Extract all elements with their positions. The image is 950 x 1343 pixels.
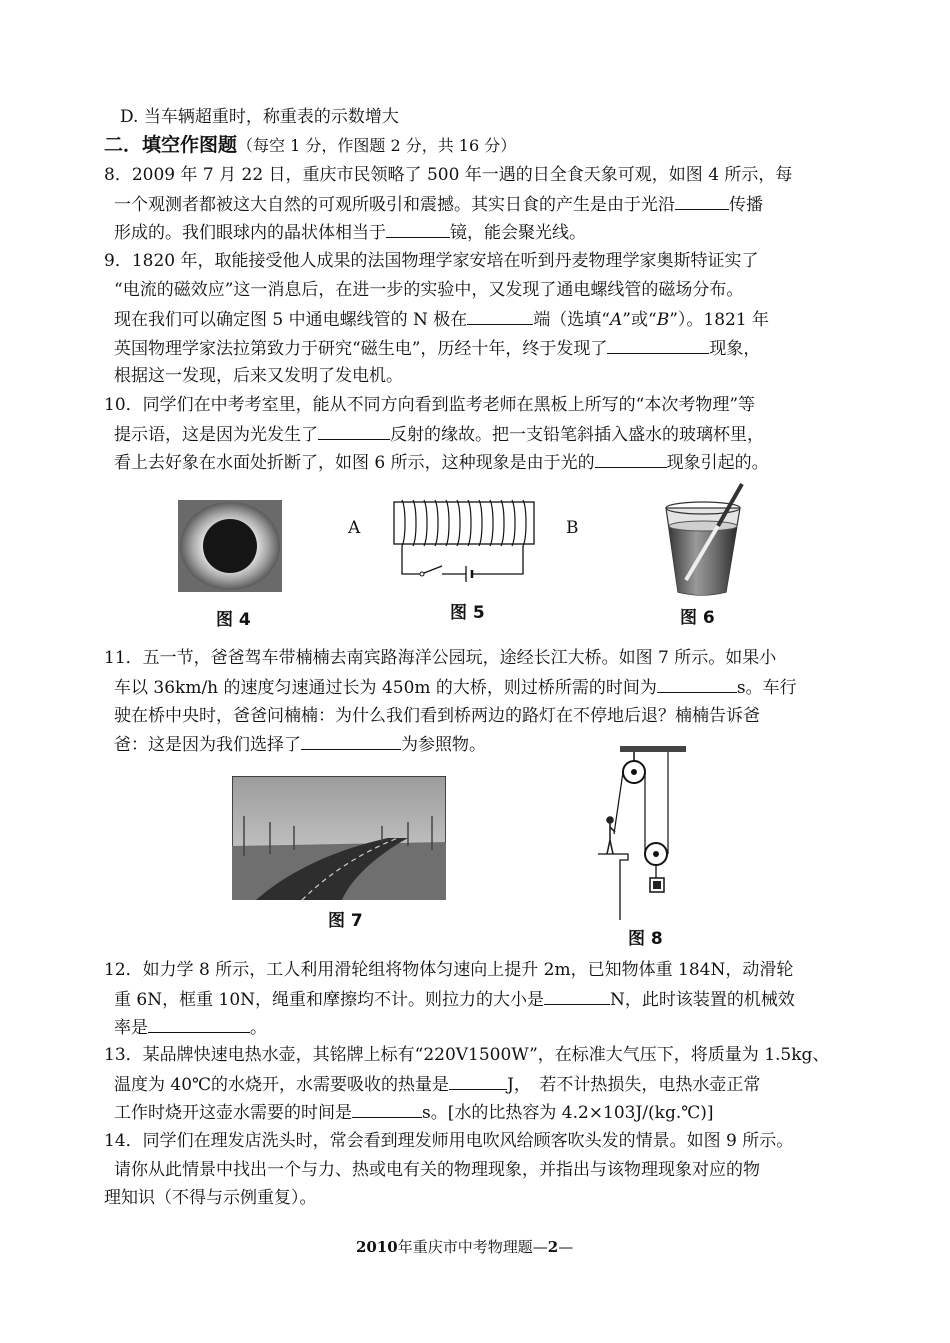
q8-text: 一个观测者都被这大自然的可观所吸引和震撼。其实日食的产生是由于光沿 bbox=[114, 195, 675, 215]
q12-blank-2[interactable] bbox=[148, 1017, 250, 1033]
pulley-ceiling bbox=[620, 746, 686, 752]
q9-text: ”）。1821 年 bbox=[669, 310, 770, 330]
q9-text: 英国物理学家法拉第致力于研究“磁生电”，历经十年，终于发现了 bbox=[114, 339, 608, 359]
q10-text: 反射的缘故。把一支铅笔斜插入盛水的玻璃杯里， bbox=[390, 425, 764, 445]
q8-line2 bbox=[114, 194, 763, 215]
figure-8-caption: 图 8 bbox=[628, 929, 663, 949]
q9-line1: 9．1820 年，取能接受他人成果的法国物理学家安培在听到丹麦物理学家奥斯特证实了 bbox=[104, 251, 759, 271]
q9-line5: 根据这一发现，后来又发明了发电机。 bbox=[114, 366, 403, 386]
q9-line3 bbox=[114, 309, 769, 330]
q8-text: 镜，能会聚光线。 bbox=[450, 223, 586, 243]
figure-8-pulley bbox=[596, 744, 686, 920]
q9-option-b: B bbox=[656, 310, 670, 330]
q14-line1: 14．同学们在理发店洗头时，常会看到理发师用电吹风给顾客吹头发的情景。如图 9 所示。 bbox=[104, 1131, 794, 1151]
q10-text: 看上去好象在水面处折断了，如图 6 所示，这种现象是由于光的 bbox=[114, 453, 595, 473]
q13-line2 bbox=[114, 1074, 760, 1095]
q11-text: 爸：这是因为我们选择了 bbox=[114, 735, 301, 755]
figure-5-label-b: B bbox=[566, 518, 579, 538]
q12-line2 bbox=[114, 989, 795, 1010]
figure-7-caption: 图 7 bbox=[328, 911, 363, 931]
q13-text: 工作时烧开这壶水需要的时间是 bbox=[114, 1103, 352, 1123]
worker-figure bbox=[607, 817, 615, 854]
figure-5-solenoid bbox=[380, 496, 550, 586]
footer-year: 2010 bbox=[356, 1238, 398, 1256]
q8-text: 传播 bbox=[729, 195, 763, 215]
q14-line2: 请你从此情景中找出一个与力、热或电有关的物理现象，并指出与该物理现象对应的物 bbox=[114, 1160, 760, 1180]
figure-4-eclipse bbox=[178, 500, 282, 592]
glass-water bbox=[669, 526, 737, 595]
q9-blank-2[interactable] bbox=[607, 338, 709, 354]
q9-text: ”或“ bbox=[622, 310, 657, 330]
figure-5-caption: 图 5 bbox=[450, 603, 485, 623]
figure-5-label-a: A bbox=[348, 518, 361, 538]
q11-line3: 驶在桥中央时，爸爸问楠楠：为什么我们看到桥两边的路灯在不停地后退？楠楠告诉爸 bbox=[114, 706, 760, 726]
figure-4-caption: 图 4 bbox=[216, 610, 251, 630]
q11-text: 车以 36km/h 的速度匀速通过长为 450m 的大桥，则过桥所需的时间为 bbox=[114, 678, 657, 698]
q11-line2 bbox=[114, 677, 797, 698]
q8-blank-2[interactable] bbox=[386, 222, 450, 238]
q10-line2 bbox=[114, 424, 764, 445]
q12-line3 bbox=[114, 1017, 267, 1038]
q10-blank-2[interactable] bbox=[595, 452, 667, 468]
movable-pulley-axle bbox=[653, 851, 659, 857]
q13-text: J， 若不计热损失，电热水壶正常 bbox=[507, 1075, 761, 1095]
footer-page-number: 2 bbox=[547, 1238, 559, 1256]
q10-line3 bbox=[114, 452, 769, 473]
q11-line4 bbox=[114, 734, 486, 755]
q12-text: 。 bbox=[250, 1018, 267, 1038]
q12-text: N，此时该装置的机械效 bbox=[610, 990, 795, 1010]
q9-text: 现象， bbox=[709, 339, 761, 359]
q13-line1: 13．某品牌快速电热水壶，其铭牌上标有“220V1500W”，在标准大气压下，将质量为 1.5kg、 bbox=[104, 1045, 830, 1065]
q9-line2: “电流的磁效应”这一消息后，在进一步的实验中，又发现了通电螺线管的磁场分布。 bbox=[114, 280, 744, 300]
footer-tail: — bbox=[558, 1238, 574, 1256]
q11-blank-1[interactable] bbox=[657, 677, 737, 693]
switch-contact bbox=[420, 572, 424, 576]
q8-blank-1[interactable] bbox=[675, 194, 729, 210]
load-block-inner bbox=[653, 881, 661, 889]
q13-text: s。[水的比热容为 4.2×103J/(kg.℃)] bbox=[422, 1103, 714, 1123]
footer-text: 年重庆市中考物理题— bbox=[397, 1238, 548, 1256]
section-note: （每空 1 分，作图题 2 分，共 16 分） bbox=[237, 136, 517, 155]
q10-text: 现象引起的。 bbox=[666, 453, 769, 473]
q8-line3 bbox=[114, 222, 586, 243]
q11-blank-2[interactable] bbox=[301, 734, 401, 750]
q14-line3: 理知识（不得与示例重复）。 bbox=[104, 1188, 317, 1208]
q11-text: s。车行 bbox=[736, 678, 797, 698]
fixed-pulley-axle bbox=[631, 769, 637, 775]
switch-lever bbox=[424, 566, 442, 573]
q13-blank-1[interactable] bbox=[449, 1074, 507, 1090]
section-title: 二．填空作图题 bbox=[104, 134, 238, 156]
worker-platform bbox=[598, 854, 628, 920]
q11-line1: 11．五一节，爸爸驾车带楠楠去南宾路海洋公园玩，途经长江大桥。如图 7 所示。如果小 bbox=[104, 648, 777, 668]
circuit-wire-left bbox=[402, 546, 420, 574]
q13-text: 温度为 40℃的水烧开，水需要吸收的热量是 bbox=[114, 1075, 450, 1095]
q9-line4 bbox=[114, 338, 760, 359]
figure-6-glass bbox=[662, 482, 748, 600]
solenoid-coil bbox=[402, 500, 526, 546]
q12-text: 率是 bbox=[114, 1018, 148, 1038]
q13-line3 bbox=[114, 1102, 714, 1123]
q11-text: 为参照物。 bbox=[401, 735, 486, 755]
water-surface bbox=[669, 521, 737, 531]
figure-6-caption: 图 6 bbox=[680, 608, 715, 628]
q9-text: 现在我们可以确定图 5 中通电螺线管的 N 极在 bbox=[114, 310, 468, 330]
figure-7-bridge bbox=[232, 776, 446, 900]
q10-blank-1[interactable] bbox=[318, 424, 390, 440]
section-heading bbox=[104, 135, 516, 156]
page-footer bbox=[356, 1236, 573, 1257]
q10-text: 提示语，这是因为光发生了 bbox=[114, 425, 318, 445]
rope-to-worker bbox=[614, 772, 623, 834]
eclipse-moon bbox=[203, 519, 257, 573]
q10-line1: 10．同学们在中考考室里，能从不同方向看到监考老师在黑板上所写的“本次考物理”等 bbox=[104, 395, 756, 415]
q9-text: 端（选填“ bbox=[533, 310, 611, 330]
q9-blank-1[interactable] bbox=[467, 309, 533, 325]
circuit-wire-right bbox=[472, 546, 523, 574]
q13-blank-2[interactable] bbox=[352, 1102, 422, 1118]
q8-text: 形成的。我们眼球内的晶状体相当于 bbox=[114, 223, 386, 243]
q12-line1: 12．如力学 8 所示，工人利用滑轮组将物体匀速向上提升 2m，已知物体重 184N，动滑轮 bbox=[104, 960, 794, 980]
q8-line1: 8．2009 年 7 月 22 日，重庆市民领略了 500 年一遇的日全食天象可观，如图 4 所示，每 bbox=[104, 165, 793, 185]
q12-blank-1[interactable] bbox=[544, 989, 610, 1005]
option-d: D. 当车辆超重时，称重表的示数增大 bbox=[120, 107, 399, 127]
q9-option-a: A bbox=[610, 310, 623, 330]
q12-text: 重 6N，框重 10N，绳重和摩擦均不计。则拉力的大小是 bbox=[114, 990, 545, 1010]
